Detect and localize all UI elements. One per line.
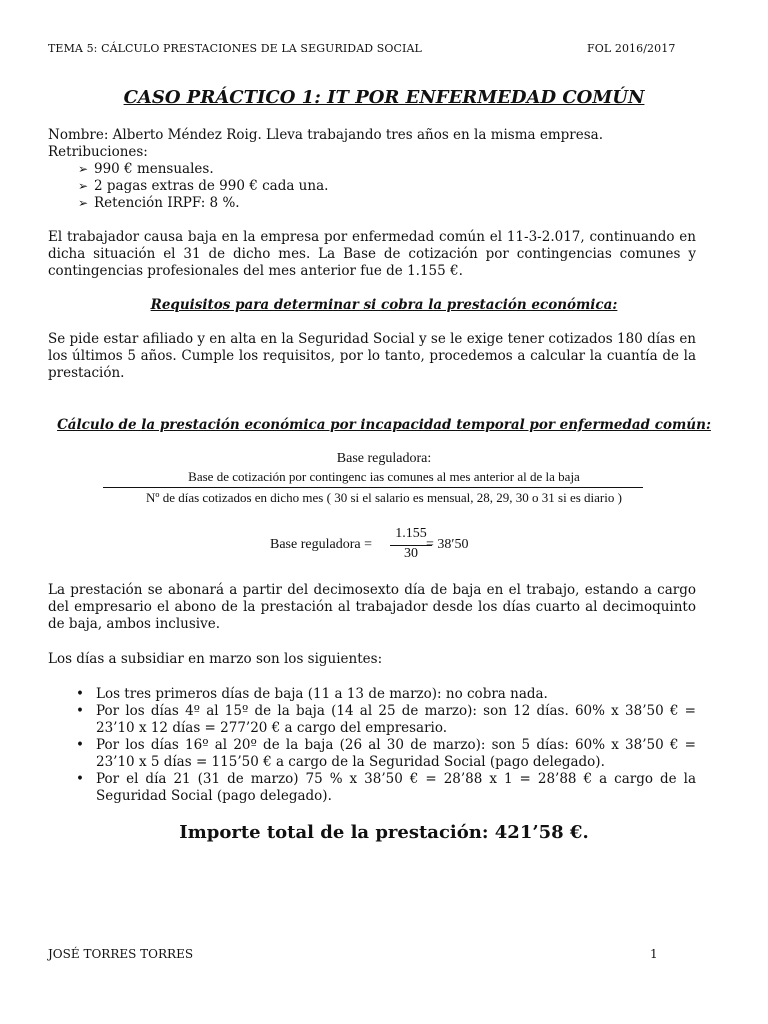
example-denominator: 30 — [404, 546, 418, 561]
arrow-bullet-icon: ➢ — [78, 196, 89, 210]
page-title: CASO PRÁCTICO 1: IT POR ENFERMEDAD COMÚN — [123, 87, 645, 108]
bullet-dot-icon: • — [76, 686, 84, 702]
calculation-heading: Cálculo de la prestación económica por incapacidad temporal por enfermedad común: — [57, 417, 711, 433]
retributions-list — [48, 161, 696, 212]
days-list-section — [48, 686, 696, 805]
header-left: TEMA 5: CÁLCULO PRESTACIONES DE LA SEGURIDAD SOCIAL — [48, 42, 422, 55]
formula-numerator: Base de cotización por contingenc ias comunes al mes anterior al de la baja — [188, 469, 580, 484]
bullet-dot-icon: • — [76, 737, 84, 753]
requirements-heading: Requisitos para determinar si cobra la prestación económica: — [150, 297, 618, 313]
bullet-dot-icon: • — [76, 771, 84, 787]
fraction-line — [103, 487, 643, 488]
retributions-label: Retribuciones: — [48, 144, 148, 160]
footer-author: JOSÉ TORRES TORRES — [48, 947, 194, 961]
example-label: Base reguladora = — [270, 537, 372, 552]
list-item: • Por los días 16º al 20º de la baja (26 al 30 de marzo): son 5 días: 60% x 38’50 € = 23’10 x 5 días = 115’50 € a cargo de la Seguridad Social (pago delegado). — [76, 737, 696, 770]
name-line: Nombre: Alberto Méndez Roig. Lleva trabajando tres años en la misma empresa. — [48, 127, 604, 143]
list-item: ➢ Retención IRPF: 8 %. — [78, 195, 240, 211]
paragraph-payment: La prestación se abonará a partir del decimosexto día de baja en el trabajo, estando a cargo del empresario el abono de la prestación al trabajador desde los días cuarto al decimoquinto de baja, ambos inclusive. — [48, 582, 696, 632]
list-item: ➢ 2 pagas extras de 990 € cada una. — [78, 178, 329, 194]
bullet-dot-icon: • — [76, 703, 84, 719]
arrow-bullet-icon: ➢ — [78, 162, 89, 176]
list-item: • Los tres primeros días de baja (11 a 13 de marzo): no cobra nada. — [76, 686, 548, 702]
example-numerator: 1.155 — [395, 526, 427, 541]
intro-section — [48, 127, 696, 212]
paragraph-sick-leave: El trabajador causa baja en la empresa por enfermedad común el 11-3-2.017, continuando en dicha situación el 31 de dicho mes. La Base de cotización por contingencias comunes y contingencias profesionales del mes anterior fue de 1.155 €. — [48, 229, 696, 279]
header-right: FOL 2016/2017 — [587, 42, 676, 55]
example-result: = 38′50 — [426, 537, 469, 552]
page-number: 1 — [650, 947, 658, 961]
arrow-bullet-icon: ➢ — [78, 179, 89, 193]
formula-denominator: Nº de días cotizados en dicho mes ( 30 si el salario es mensual, 28, 29, 30 o 31 si es diario ) — [146, 490, 622, 505]
days-intro: Los días a subsidiar en marzo son los siguientes: — [48, 651, 383, 667]
list-item: • Por el día 21 (31 de marzo) 75 % x 38’50 € = 28’88 x 1 = 28’88 € a cargo de la Seguridad Social (pago delegado). — [76, 771, 696, 804]
requirements-text: Se pide estar afiliado y en alta en la Seguridad Social y se le exige tener cotizados 180 días en los últimos 5 años. Cumple los requisitos, por lo tanto, procedemos a calcular la cuantía de la prestación. — [48, 331, 696, 381]
total-amount: Importe total de la prestación: 421’58 €. — [179, 822, 589, 843]
list-item: • Por los días 4º al 15º de la baja (14 al 25 de marzo): son 12 días. 60% x 38’50 € = 23’10 x 12 días = 277’20 € a cargo del empresario. — [76, 703, 696, 736]
formula-label: Base reguladora: — [336, 451, 432, 466]
list-item: ➢ 990 € mensuales. — [78, 161, 214, 177]
days-list — [48, 686, 696, 805]
